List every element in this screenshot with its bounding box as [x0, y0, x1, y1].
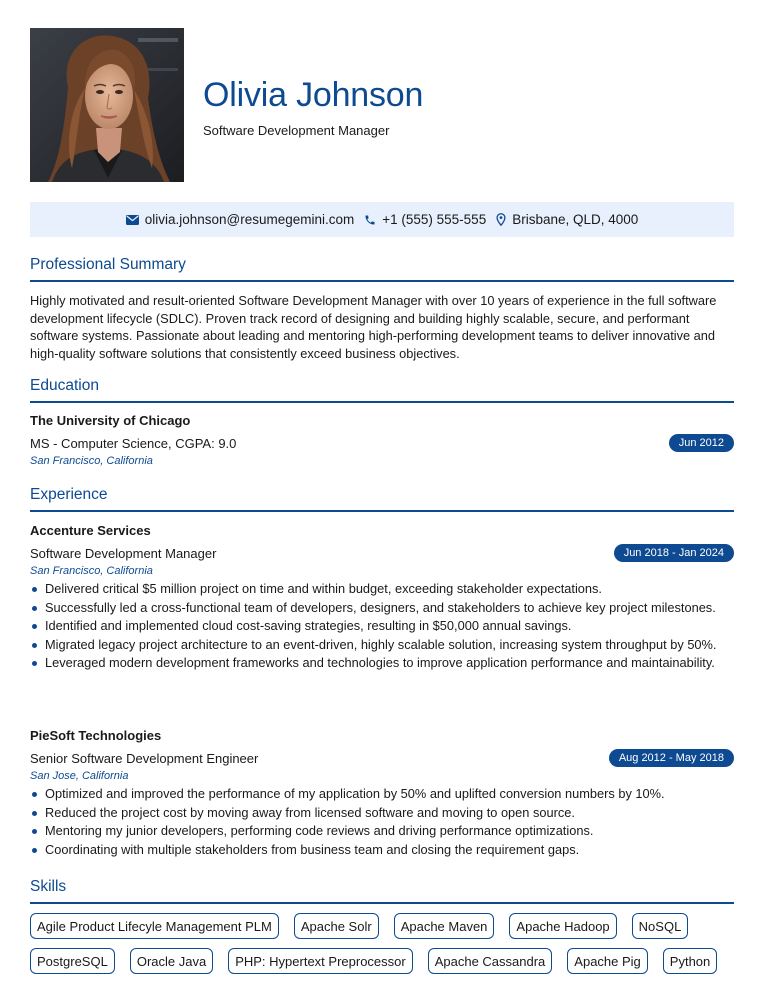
list-item: Identified and implemented cloud cost-saving strategies, resulting in $50,000 annual savings.: [30, 618, 734, 634]
section-heading: Skills: [30, 878, 734, 904]
skill-tag: NoSQL: [632, 913, 689, 939]
date-badge: Jun 2018 - Jan 2024: [614, 544, 734, 562]
summary-section: [30, 256, 734, 282]
section-heading: Professional Summary: [30, 256, 734, 282]
list-item: Delivered critical $5 million project on time and within budget, exceeding stakeholder expectations.: [30, 581, 734, 597]
role-title: Software Development Manager: [30, 545, 217, 561]
education-location: San Francisco, California: [30, 455, 153, 467]
portrait-image: [30, 28, 184, 182]
map-pin-icon: [496, 213, 506, 226]
contact-location: [496, 212, 638, 227]
skill-tag: Apache Maven: [394, 913, 495, 939]
candidate-title: Software Development Manager: [203, 123, 390, 138]
candidate-name: Olivia Johnson: [203, 76, 424, 114]
skill-tag: Apache Pig: [567, 948, 648, 974]
envelope-icon: [126, 215, 139, 225]
experience-section: [30, 486, 734, 512]
role-row: [30, 749, 734, 767]
education-entry: [30, 413, 734, 467]
experience-entry-piesoft: [30, 728, 734, 860]
section-heading: Education: [30, 377, 734, 403]
contact-email[interactable]: [126, 212, 355, 227]
list-item: Coordinating with multiple stakeholders from business team and closing the requirement gaps.: [30, 842, 734, 858]
phone-icon: [364, 214, 376, 226]
skill-tag: PostgreSQL: [30, 948, 115, 974]
email-text: olivia.johnson@resumegemini.com: [144, 212, 355, 227]
education-section: [30, 377, 734, 403]
list-item: Leveraged modern development frameworks and technologies to improve application performance and maintainability.: [30, 655, 734, 671]
skill-tag: Apache Solr: [294, 913, 379, 939]
section-heading: Experience: [30, 486, 734, 512]
role-row: [30, 544, 734, 562]
profile-photo: [30, 28, 184, 182]
role-title: Senior Software Development Engineer: [30, 750, 259, 766]
contact-phone[interactable]: [364, 212, 486, 227]
summary-text: Highly motivated and result-oriented Software Development Manager with over 10 years of experience in the full software development lifecycle (SDLC). Proven track record of designing and building highly scalable, secure, and performant software systems. Passionate about leading and mentoring high-performing development teams to deliver innovative and high-quality software solutions that consistently exceed business objectives.: [30, 293, 717, 361]
location-text: Brisbane, QLD, 4000: [512, 212, 639, 227]
achievement-list: [30, 786, 734, 858]
date-badge: Jun 2012: [669, 434, 734, 452]
skills-section: [30, 878, 734, 904]
skills-list: [30, 913, 734, 974]
list-item: Reduced the project cost by moving away from licensed software and moving to open source.: [30, 805, 734, 821]
skill-tag: Agile Product Lifecyle Management PLM: [30, 913, 279, 939]
degree-row: [30, 434, 734, 452]
experience-entry-accenture: [30, 523, 734, 674]
list-item: Optimized and improved the performance of my application by 50% and uplifted conversion numbers by 10%.: [30, 786, 734, 802]
date-badge: Aug 2012 - May 2018: [609, 749, 734, 767]
skill-tag: Python: [663, 948, 717, 974]
achievement-list: [30, 581, 734, 671]
job-location: San Jose, California: [30, 770, 129, 782]
list-item: Mentoring my junior developers, performing code reviews and driving performance optimizations.: [30, 823, 734, 839]
company-name: PieSoft Technologies: [30, 728, 162, 743]
skill-tag: Oracle Java: [130, 948, 213, 974]
job-location: San Francisco, California: [30, 565, 153, 577]
list-item: Migrated legacy project architecture to an event-driven, highly scalable solution, increasing system throughput by 50%.: [30, 637, 734, 653]
degree: MS - Computer Science, CGPA: 9.0: [30, 435, 237, 451]
phone-text: +1 (555) 555-555: [382, 212, 487, 227]
skill-tag: Apache Hadoop: [509, 913, 616, 939]
list-item: Successfully led a cross-functional team of developers, designers, and stakeholders to achieve key project milestones.: [30, 600, 734, 616]
school-name: The University of Chicago: [30, 413, 191, 428]
contact-bar: [30, 202, 734, 237]
skill-tag: PHP: Hypertext Preprocessor: [228, 948, 413, 974]
skill-tag: Apache Cassandra: [428, 948, 553, 974]
company-name: Accenture Services: [30, 523, 151, 538]
